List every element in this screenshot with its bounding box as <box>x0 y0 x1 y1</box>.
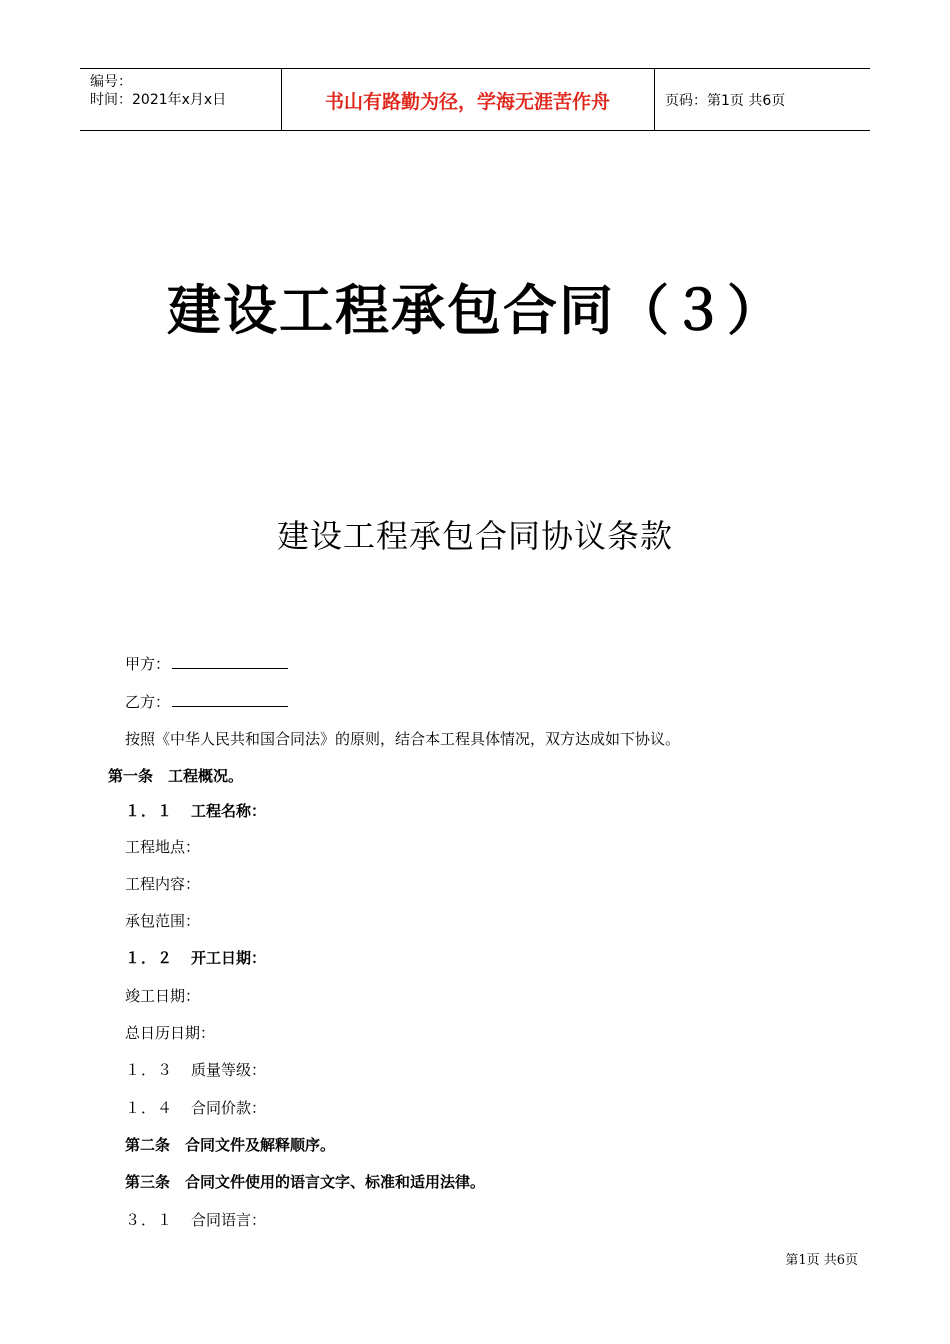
section-1-3-text: 质量等级： <box>191 1061 267 1079</box>
article-2-heading: 第二条 合同文件及解释顺序。 <box>125 1136 336 1154</box>
section-3-1-text: 合同语言： <box>191 1211 267 1229</box>
section-1-4 <box>125 1097 266 1118</box>
header-page-label: 页码：第1页 共6页 <box>665 93 786 109</box>
doc-number-label: 编号： <box>90 74 132 90</box>
party-b-label: 乙方： <box>125 693 171 711</box>
header-motto: 书山有路勤为径，学海无涯苦作舟 <box>324 91 610 113</box>
section-1-3 <box>125 1059 266 1080</box>
document-subtitle: 建设工程承包合同协议条款 <box>276 517 673 555</box>
section-1-4-number: １．４ <box>125 1099 174 1117</box>
party-a-line <box>125 653 288 674</box>
article-1-heading: 第一条 工程概况。 <box>108 767 244 785</box>
page-header <box>80 68 870 131</box>
header-middle-cell <box>281 69 655 130</box>
project-content: 工程内容： <box>125 875 201 893</box>
project-location: 工程地点： <box>125 838 201 856</box>
section-1-2-number: １．２ <box>125 949 174 967</box>
footer-page-number: 第1页 共6页 <box>785 1253 858 1268</box>
contract-scope: 承包范围： <box>125 912 201 930</box>
section-1-2-text: 开工日期： <box>191 949 267 967</box>
document-title: 建设工程承包合同（３） <box>167 278 783 342</box>
header-right-cell <box>655 69 870 130</box>
completion-date: 竣工日期： <box>125 987 201 1005</box>
section-1-2 <box>125 947 266 968</box>
intro-paragraph: 按照《中华人民共和国合同法》的原则，结合本工程具体情况，双方达成如下协议。 <box>125 730 681 748</box>
party-b-line <box>125 691 288 712</box>
party-a-label: 甲方： <box>125 655 171 673</box>
section-1-4-text: 合同价款： <box>191 1099 267 1117</box>
section-3-1 <box>125 1209 266 1230</box>
section-1-1 <box>125 800 266 821</box>
section-1-1-number: １．１ <box>125 802 174 820</box>
section-3-1-number: ３．１ <box>125 1211 174 1229</box>
party-a-blank <box>172 656 288 669</box>
section-1-3-number: １．３ <box>125 1061 174 1079</box>
total-calendar-days: 总日历日期： <box>125 1024 216 1042</box>
header-left-cell <box>80 69 282 130</box>
doc-time-label: 时间：2021年x月x日 <box>90 92 227 108</box>
article-3-heading: 第三条 合同文件使用的语言文字、标准和适用法律。 <box>125 1173 486 1191</box>
section-1-1-text: 工程名称： <box>191 802 267 820</box>
party-b-blank <box>172 694 288 707</box>
